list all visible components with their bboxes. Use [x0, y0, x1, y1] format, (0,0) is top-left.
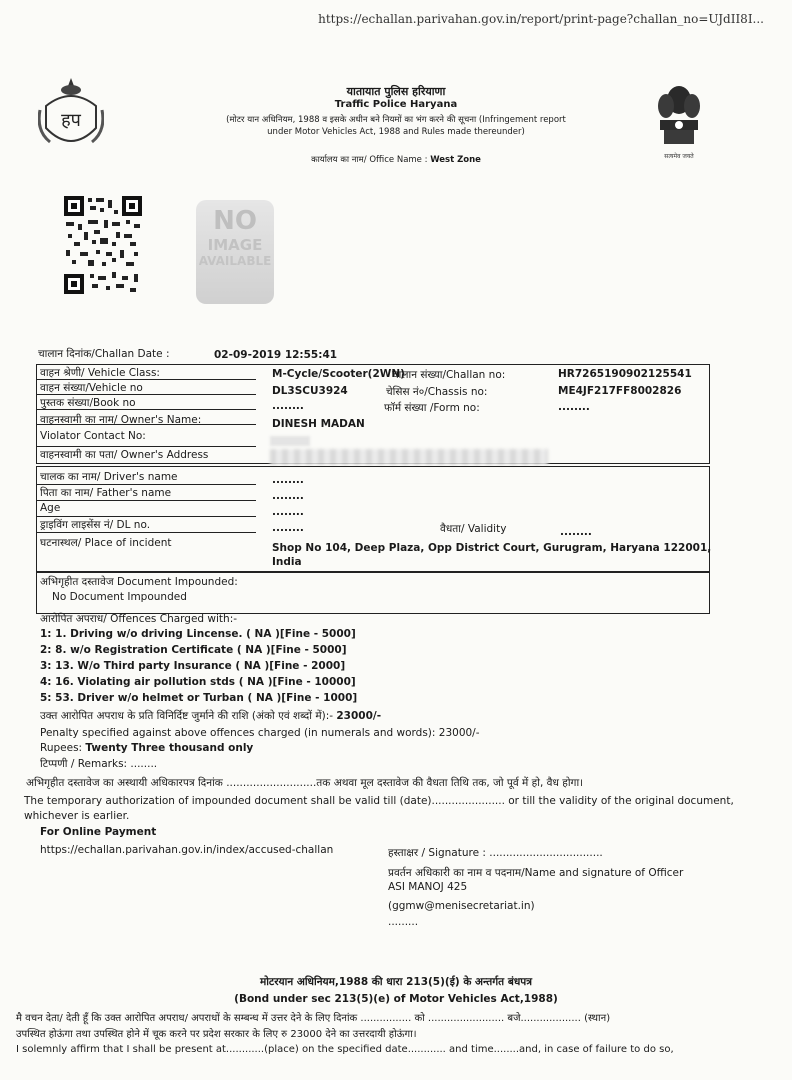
- vehicle-class-label: वाहन श्रेणी/ Vehicle Class:: [40, 367, 160, 379]
- online-payment-heading: For Online Payment: [40, 826, 157, 838]
- penalty-hindi: [40, 709, 381, 723]
- father-name-value: ........: [272, 490, 304, 502]
- temp-auth-hindi: अभिगृहीत दस्तावेज का अस्थायी अधिकारपत्र दिनांक ...........................तक अथवा मूल दस्तावेज की वैधता तिथि तक, जो पूर्व में हो, वैध होगा।: [26, 777, 584, 789]
- vehicle-no-label: वाहन संख्या/Vehicle no: [40, 382, 143, 394]
- officer-dots: .........: [388, 916, 419, 928]
- no-image-line3: AVAILABLE: [198, 254, 272, 268]
- offence-item: 3: 13. W/o Third party Insurance ( NA )[Fine - 2000]: [40, 660, 346, 672]
- qr-code: [64, 196, 142, 294]
- age-label: Age: [40, 502, 61, 514]
- signature-line: हस्ताक्षर / Signature : ..................................: [388, 847, 603, 859]
- dl-no-label: ड्राइविंग लाइसेंस नं/ DL no.: [40, 519, 151, 531]
- rupees-value: Twenty Three thousand only: [85, 742, 254, 754]
- place-value-line2: India: [272, 556, 302, 568]
- officer-email: (ggmw@menisecretariat.in): [388, 900, 535, 912]
- redacted-contact: [270, 436, 310, 446]
- chassis-no-label: चेसिस नं०/Chassis no:: [386, 386, 488, 398]
- rupees-label: Rupees:: [40, 742, 83, 754]
- bond-line2: उपस्थित होऊंगा तथा उपस्थित होने में चूक करने पर प्रदेश सरकार के लिए रु 23000 देने का उत्तरदायी होऊंगा।: [16, 1029, 417, 1040]
- bond-line1: मै वचन देता/ देती हूँ कि उक्त आरोपित अपराध/ अपराधों के सम्बन्ध में उत्तर देने के लिए दिनांक ................ को ........................ बजे................... (स्थान): [16, 1013, 611, 1024]
- bond-title-hindi: मोटरयान अधिनियम,1988 की धारा 213(5)(ई) के अन्तर्गत बंधपत्र: [259, 976, 533, 988]
- print-url: https://echallan.parivahan.gov.in/report/print-page?challan_no=UJdII8I...: [318, 12, 764, 26]
- challan-no-value: HR7265190902125541: [558, 368, 692, 380]
- bond-line3: I solemnly affirm that I shall be present at............(place) on the specified date............ and time........and, in case of failure to do so,: [16, 1044, 674, 1055]
- owner-address-label: वाहनस्वामी का पता/ Owner's Address: [40, 449, 209, 461]
- emblem-caption: सत्यमेव जयते: [664, 153, 694, 160]
- father-name-label: पिता का नाम/ Father's name: [40, 487, 172, 499]
- impound-value: No Document Impounded: [52, 591, 187, 603]
- header-title-english: Traffic Police Haryana: [334, 99, 458, 110]
- place-value-line1: Shop No 104, Deep Plaza, Opp District Court, Gurugram, Haryana 122001,: [272, 542, 712, 554]
- vehicle-class-value: M-Cycle/Scooter(2WN): [272, 368, 405, 380]
- penalty-english: Penalty specified against above offences charged (in numerals and words): 23000/-: [40, 727, 480, 739]
- challan-date-label: चालान दिनांक/Challan Date :: [38, 348, 170, 360]
- form-no-label: फॉर्म संख्या /Form no:: [384, 402, 480, 414]
- offence-item: 4: 16. Violating air pollution stds ( NA )[Fine - 10000]: [40, 676, 356, 688]
- no-image-line2: IMAGE: [207, 236, 263, 254]
- vehicle-no-value: DL3SCU3924: [272, 385, 348, 397]
- logo-text: हप: [61, 110, 81, 131]
- offence-item: 2: 8. w/o Registration Certificate ( NA )[Fine - 5000]: [40, 644, 347, 656]
- challan-date-value: 02-09-2019 12:55:41: [214, 349, 338, 361]
- header-notice-line2: under Motor Vehicles Act, 1988 and Rules made thereunder): [267, 127, 525, 137]
- driver-name-label: चालक का नाम/ Driver's name: [40, 471, 178, 483]
- offences-heading: आरोपित अपराध/ Offences Charged with:-: [40, 613, 238, 625]
- book-no-value: ........: [272, 400, 304, 412]
- violator-contact-label: Violator Contact No:: [40, 430, 146, 442]
- officer-name: ASI MANOJ 425: [388, 881, 468, 893]
- driver-name-value: ........: [272, 474, 304, 486]
- office-value: West Zone: [430, 155, 481, 165]
- office-label: कार्यालय का नाम/ Office Name :: [311, 155, 428, 165]
- validity-value: ........: [560, 526, 592, 538]
- validity-label: वैधता/ Validity: [440, 523, 507, 535]
- impound-label: अभिगृहीत दस्तावेज Document Impounded:: [40, 576, 238, 588]
- place-label: घटनास्थल/ Place of incident: [40, 537, 172, 549]
- rupees-line: [40, 742, 253, 754]
- header-title-hindi: यातायात पुलिस हरियाणा: [346, 85, 446, 98]
- owner-name-value: DINESH MADAN: [272, 418, 365, 430]
- penalty-hindi-label: उक्त आरोपित अपराध के प्रति विनिर्दिष्ट जुर्माने की राशि (अंको एवं शब्दों में):-: [40, 710, 334, 722]
- challan-no-label: चालान संख्या/Challan no:: [392, 369, 506, 381]
- book-no-label: पुस्तक संख्या/Book no: [40, 397, 136, 409]
- owner-name-label: वाहनस्वामी का नाम/ Owner's Name:: [40, 414, 202, 426]
- offence-item: 5: 53. Driver w/o helmet or Turban ( NA )[Fine - 1000]: [40, 692, 358, 704]
- penalty-hindi-value: 23000/-: [336, 710, 382, 722]
- no-image-line1: NO: [213, 206, 257, 236]
- online-payment-url[interactable]: https://echallan.parivahan.gov.in/index/accused-challan: [40, 844, 334, 856]
- national-emblem-icon: [650, 80, 708, 164]
- chassis-no-value: ME4JF217FF8002826: [558, 385, 682, 397]
- bond-title-english: (Bond under sec 213(5)(e) of Motor Vehicles Act,1988): [234, 993, 558, 1005]
- redacted-address: [270, 449, 548, 465]
- no-image-placeholder: [196, 200, 274, 304]
- form-no-value: ........: [558, 401, 590, 413]
- age-value: ........: [272, 506, 304, 518]
- header-notice-line1: (मोटर यान अधिनियम, 1988 व इसके अधीन बने नियमों का भंग करने की सूचना (Infringement report: [226, 115, 566, 125]
- temp-auth-english-line2: whichever is earlier.: [24, 810, 130, 822]
- temp-auth-english-line1: The temporary authorization of impounded document shall be valid till (date)...................... or till the validity of the original document,: [24, 795, 734, 807]
- remarks: टिप्पणी / Remarks: ........: [40, 758, 158, 770]
- officer-title: प्रवर्तन अधिकारी का नाम व पदनाम/Name and signature of Officer: [388, 867, 684, 879]
- offence-item: 1: 1. Driving w/o driving Lincense. ( NA )[Fine - 5000]: [40, 628, 356, 640]
- dl-no-value: ........: [272, 522, 304, 534]
